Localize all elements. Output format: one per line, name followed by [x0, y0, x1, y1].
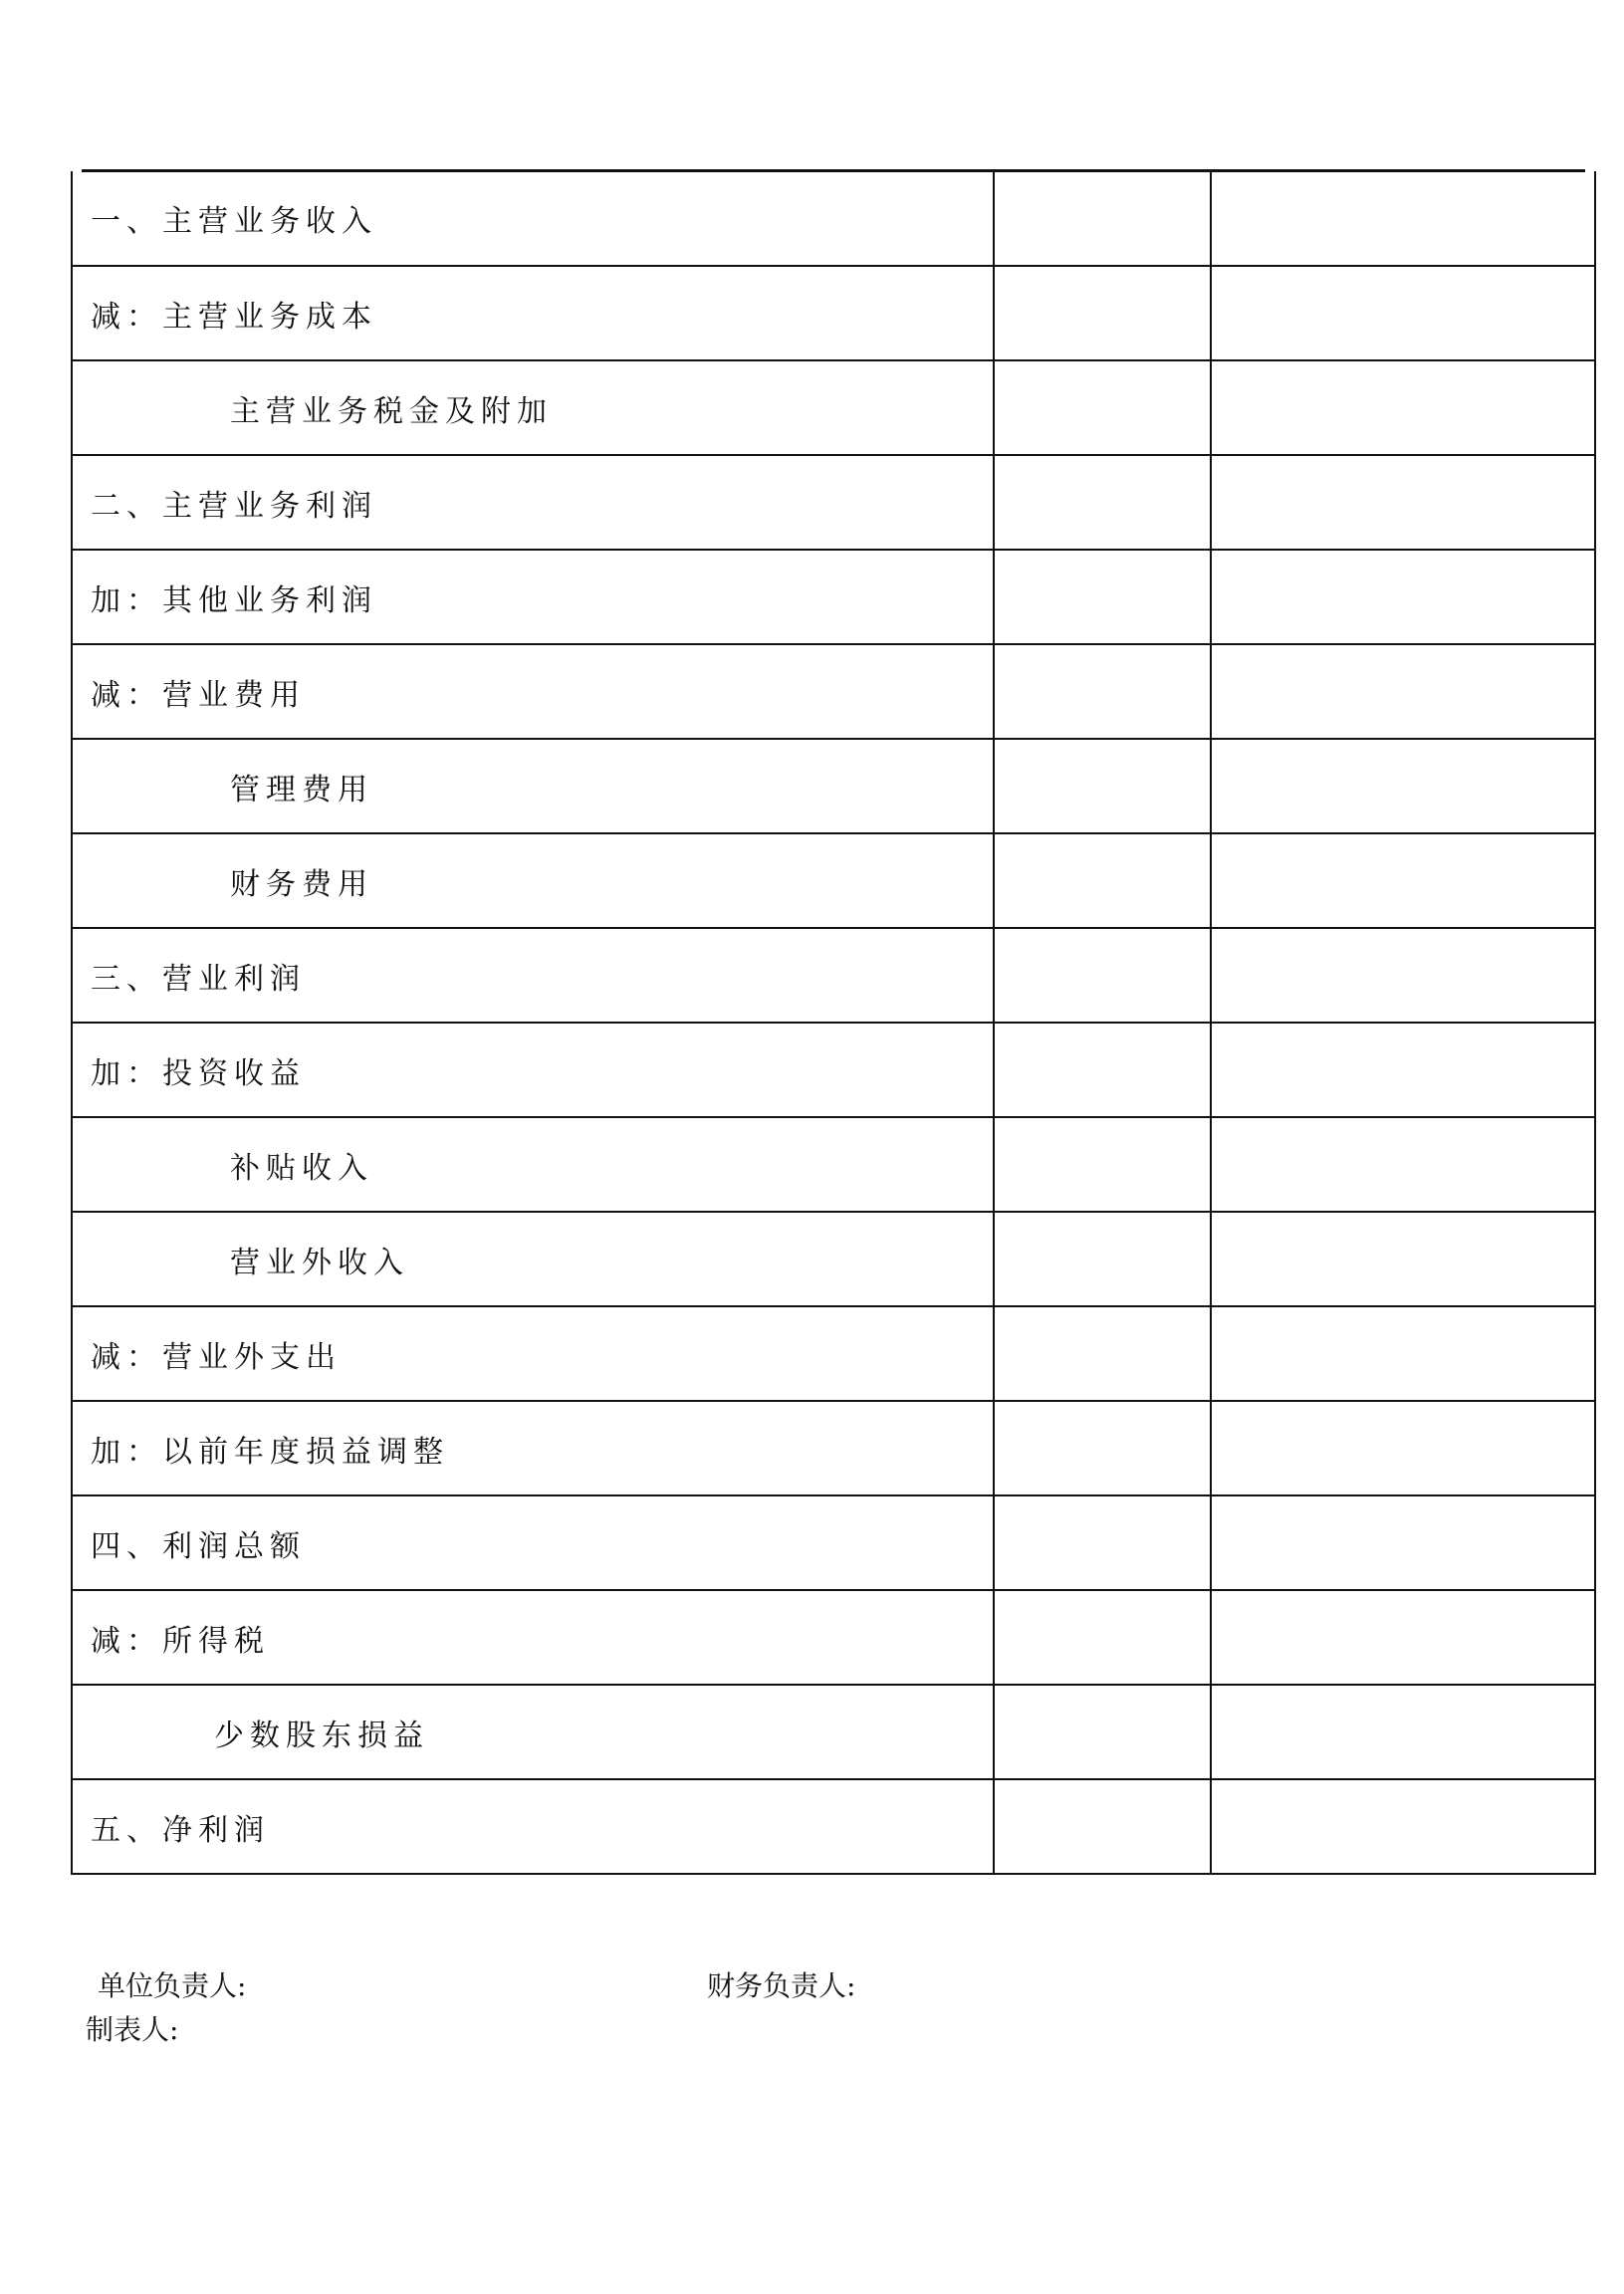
amount-cell-cumulative[interactable]: [1211, 360, 1595, 455]
amount-cell-cumulative[interactable]: [1211, 1306, 1595, 1401]
row-label: 加：投资收益: [72, 1023, 994, 1117]
row-label: 加：以前年度损益调整: [72, 1401, 994, 1495]
amount-cell-cumulative[interactable]: [1211, 266, 1595, 360]
amount-cell-current[interactable]: [994, 1023, 1211, 1117]
table-row: [72, 1117, 1595, 1212]
finance-head-signature-label: 财务负责人:: [707, 1969, 856, 2002]
amount-cell-current[interactable]: [994, 833, 1211, 928]
table-body: [72, 171, 1595, 1874]
row-label: 减：主营业务成本: [72, 266, 994, 360]
amount-cell-cumulative[interactable]: [1211, 1685, 1595, 1779]
table-row: [72, 1590, 1595, 1685]
table-row: [72, 739, 1595, 833]
amount-cell-cumulative[interactable]: [1211, 171, 1595, 266]
row-label: 补贴收入: [72, 1117, 994, 1212]
table-row: [72, 455, 1595, 550]
row-label: 管理费用: [72, 739, 994, 833]
amount-cell-current[interactable]: [994, 455, 1211, 550]
table-row: [72, 1779, 1595, 1874]
amount-cell-current[interactable]: [994, 171, 1211, 266]
preparer-signature-label: 制表人:: [86, 2013, 179, 2046]
row-label: 三、营业利润: [72, 928, 994, 1023]
amount-cell-cumulative[interactable]: [1211, 1495, 1595, 1590]
table-row: [72, 1495, 1595, 1590]
row-label: 二、主营业务利润: [72, 455, 994, 550]
table-row: [72, 1685, 1595, 1779]
amount-cell-cumulative[interactable]: [1211, 1117, 1595, 1212]
amount-cell-cumulative[interactable]: [1211, 833, 1595, 928]
amount-cell-cumulative[interactable]: [1211, 928, 1595, 1023]
amount-cell-current[interactable]: [994, 1590, 1211, 1685]
amount-cell-current[interactable]: [994, 1685, 1211, 1779]
table-row: [72, 550, 1595, 644]
amount-cell-current[interactable]: [994, 739, 1211, 833]
row-label: 少数股东损益: [72, 1685, 994, 1779]
amount-cell-cumulative[interactable]: [1211, 644, 1595, 739]
amount-cell-cumulative[interactable]: [1211, 550, 1595, 644]
income-statement-table: [71, 171, 1596, 1875]
amount-cell-current[interactable]: [994, 360, 1211, 455]
table-row: [72, 644, 1595, 739]
row-label: 财务费用: [72, 833, 994, 928]
row-label: 五、净利润: [72, 1779, 994, 1874]
table-row: [72, 1212, 1595, 1306]
amount-cell-cumulative[interactable]: [1211, 1779, 1595, 1874]
amount-cell-current[interactable]: [994, 1495, 1211, 1590]
row-label: 减：所得税: [72, 1590, 994, 1685]
amount-cell-current[interactable]: [994, 644, 1211, 739]
table-row: [72, 360, 1595, 455]
table-row: [72, 1306, 1595, 1401]
table-row: [72, 171, 1595, 266]
amount-cell-current[interactable]: [994, 1117, 1211, 1212]
unit-head-signature-label: 单位负责人:: [98, 1969, 247, 2002]
amount-cell-current[interactable]: [994, 1401, 1211, 1495]
row-label: 加：其他业务利润: [72, 550, 994, 644]
table-row: [72, 833, 1595, 928]
amount-cell-current[interactable]: [994, 928, 1211, 1023]
table-row: [72, 1023, 1595, 1117]
amount-cell-cumulative[interactable]: [1211, 739, 1595, 833]
amount-cell-current[interactable]: [994, 550, 1211, 644]
table-row: [72, 266, 1595, 360]
amount-cell-cumulative[interactable]: [1211, 1401, 1595, 1495]
amount-cell-cumulative[interactable]: [1211, 455, 1595, 550]
row-label: 主营业务税金及附加: [72, 360, 994, 455]
row-label: 营业外收入: [72, 1212, 994, 1306]
amount-cell-cumulative[interactable]: [1211, 1590, 1595, 1685]
amount-cell-cumulative[interactable]: [1211, 1212, 1595, 1306]
amount-cell-current[interactable]: [994, 1779, 1211, 1874]
table-row: [72, 1401, 1595, 1495]
row-label: 减：营业外支出: [72, 1306, 994, 1401]
amount-cell-current[interactable]: [994, 1306, 1211, 1401]
amount-cell-current[interactable]: [994, 266, 1211, 360]
amount-cell-current[interactable]: [994, 1212, 1211, 1306]
row-label: 一、主营业务收入: [72, 171, 994, 266]
row-label: 减：营业费用: [72, 644, 994, 739]
table-row: [72, 928, 1595, 1023]
row-label: 四、利润总额: [72, 1495, 994, 1590]
amount-cell-cumulative[interactable]: [1211, 1023, 1595, 1117]
